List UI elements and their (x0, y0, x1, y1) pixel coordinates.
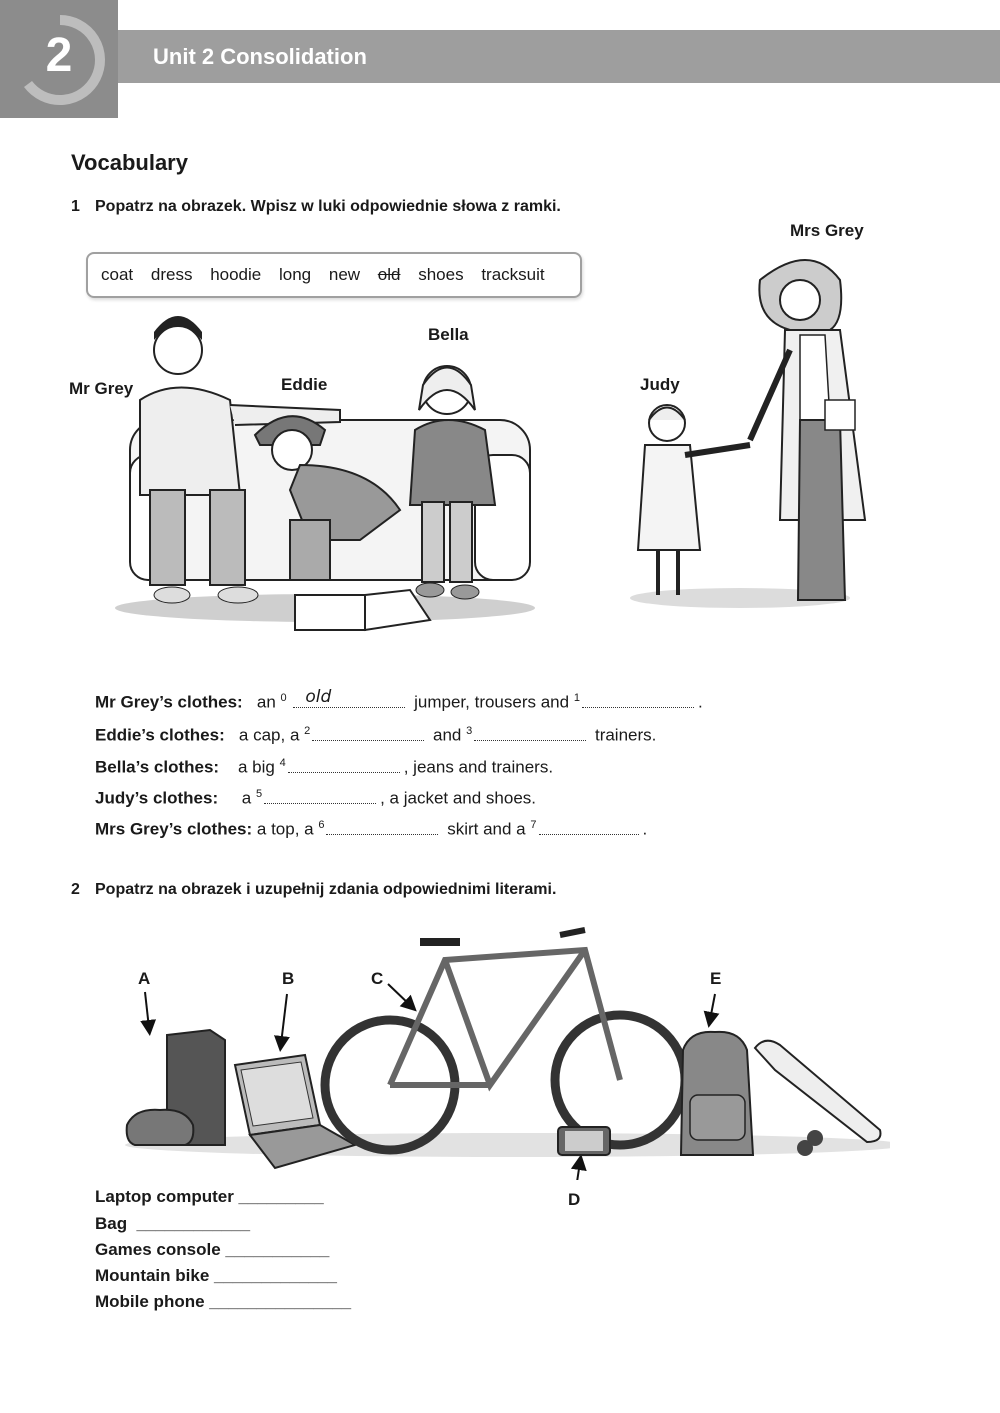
answer-blank-5[interactable] (264, 789, 376, 804)
letter-a: A (138, 969, 151, 988)
exercise1-instruction: Popatrz na obrazek. Wpisz w luki odpowiednie słowa z ramki. (95, 198, 561, 215)
sentence-label: Eddie’s clothes: (95, 725, 225, 745)
sentence-mr-grey: Mr Grey’s clothes: an $^0$ old jumper, trousers and $^1$ . (95, 686, 703, 712)
exercise2-instruction: Popatrz na obrazek i uzupełnij zdania odpowiednimi literami. (95, 881, 557, 898)
sentence-label: Bella’s clothes: (95, 757, 220, 777)
games-console-drawing (127, 1030, 225, 1145)
label-mrs-grey: Mrs Grey (790, 221, 864, 240)
fill-item-mountain-bike[interactable]: Mountain bike _____________ (95, 1266, 337, 1285)
fill-item-mobile-phone[interactable]: Mobile phone _______________ (95, 1292, 352, 1311)
word-coat: coat (101, 265, 134, 284)
sentence-bella: Bella’s clothes: a big $^4$ , jeans and trainers. (95, 757, 554, 777)
answer-blank-0 (293, 686, 405, 708)
label-judy: Judy (640, 375, 680, 394)
mrs-grey-figure (750, 260, 865, 600)
answer-blank-6[interactable] (326, 820, 438, 835)
word-dress: dress (150, 265, 193, 284)
unit-title: Unit 2 Consolidation (153, 44, 367, 69)
answer-blank-1[interactable] (582, 693, 694, 708)
answer-blank-3[interactable] (474, 726, 586, 741)
letter-b: B (282, 969, 295, 988)
section-title: Vocabulary (71, 150, 188, 175)
label-eddie: Eddie (281, 375, 328, 394)
word-hoodie: hoodie (210, 265, 262, 284)
mountain-bike-drawing (325, 930, 685, 1150)
sentence-judy: Judy’s clothes: a $^5$ , a jacket and shoes. (95, 788, 537, 808)
unit-number: 2 (45, 29, 73, 82)
exercise1-number: 1 (71, 198, 80, 215)
fill-item-bag[interactable]: Bag ____________ (95, 1214, 251, 1233)
letter-e: E (710, 969, 722, 988)
sentence-mrs-grey: Mrs Grey’s clothes: a top, a $^6$ skirt and a $^7$ . (95, 819, 648, 839)
sentence-eddie: Eddie’s clothes: a cap, a $^2$ and $^3$ trainers. (95, 725, 657, 745)
example-answer: old (305, 686, 332, 707)
word-long: long (278, 265, 312, 284)
answer-blank-2[interactable] (312, 726, 424, 741)
word-old-crossed: old (377, 265, 401, 284)
backpack-drawing (681, 1032, 753, 1155)
exercise2-number: 2 (71, 881, 80, 898)
sentence-label: Mrs Grey’s clothes: (95, 819, 253, 839)
sentence-label: Mr Grey’s clothes: (95, 692, 243, 712)
answer-blank-7[interactable] (539, 820, 639, 835)
answer-blank-4[interactable] (288, 758, 400, 773)
mobile-phone-drawing (558, 1127, 610, 1155)
fill-item-laptop[interactable]: Laptop computer _________ (95, 1187, 324, 1206)
fill-item-games-console[interactable]: Games console ___________ (95, 1240, 330, 1259)
judy-figure (638, 405, 750, 595)
word-shoes: shoes (418, 265, 464, 284)
letter-c: C (371, 969, 384, 988)
letter-d: D (568, 1190, 581, 1209)
label-mr-grey: Mr Grey (69, 379, 134, 398)
word-tracksuit: tracksuit (481, 265, 545, 284)
label-bella: Bella (428, 325, 469, 344)
word-new: new (328, 265, 361, 284)
objects-illustration (115, 920, 890, 1180)
sentence-label: Judy’s clothes: (95, 788, 219, 808)
family-illustration (110, 240, 890, 660)
